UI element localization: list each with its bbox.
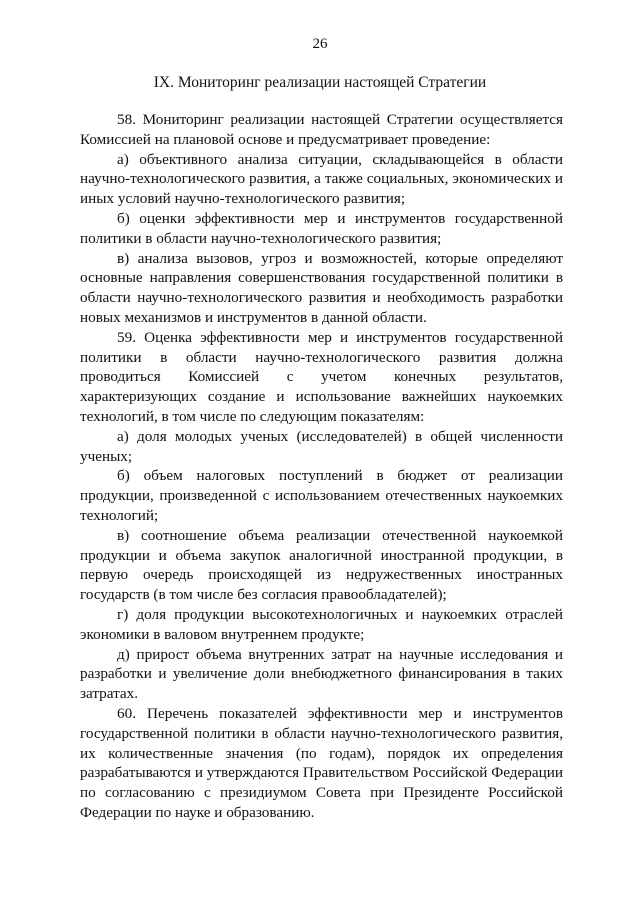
document-body (80, 110, 563, 823)
paragraph-58-item-a: а) объективного анализа ситуации, складывающейся в области научно-технологического развития, а также социальных, экономических и иных условий научно-технологического развития; (80, 150, 563, 208)
paragraph-59-item-a: а) доля молодых ученых (исследователей) в общей численности ученых; (80, 427, 563, 465)
paragraph-58-item-c: в) анализа вызовов, угроз и возможностей, которые определяют основные направления совершенствования государственной политики в области научно-технологического развития и необходимость разработки новых механизмов и инструментов в данной области. (80, 249, 563, 326)
paragraph-59-item-e: д) прирост объема внутренних затрат на научные исследования и разработки и увеличение доли внебюджетного финансирования в таких затратах. (80, 645, 563, 703)
paragraph-58-item-b: б) оценки эффективности мер и инструментов государственной политики в области научно-технологического развития; (80, 209, 563, 247)
page-number: 26 (312, 36, 328, 52)
paragraph-60: 60. Перечень показателей эффективности мер и инструментов государственной политики в области научно-технологического развития, их количественные значения (по годам), порядок их определения разрабатываются и утверждаются Правительством Российской Федерации по согласованию с президиумом Совета при Президенте Российской Федерации по науке и образованию. (80, 704, 563, 821)
paragraph-59-intro: 59. Оценка эффективности мер и инструментов государственной политики в области научно-технологического развития должна проводиться Комиссией с учетом конечных результатов, характеризующих создание и использование важнейших наукоемких технологий, в том числе по следующим показателям: (80, 328, 563, 425)
paragraph-59-item-b: б) объем налоговых поступлений в бюджет от реализации продукции, произведенной с использованием отечественных наукоемких технологий; (80, 467, 563, 524)
paragraph-58-intro: 58. Мониторинг реализации настоящей Стратегии осуществляется Комиссией на плановой основе и предусматривает проведение: (80, 111, 563, 148)
paragraph-59-item-d: г) доля продукции высокотехнологичных и наукоемких отраслей экономики в валовом внутреннем продукте; (80, 605, 563, 643)
section-title: IX. Мониторинг реализации настоящей Стратегии (153, 74, 487, 91)
paragraph-59-item-c: в) соотношение объема реализации отечественной наукоемкой продукции и объема закупок аналогичной иностранной продукции, в первую очередь происходящей из недружественных иностранных государств (в том числе без согласия правообладателей); (80, 526, 563, 604)
